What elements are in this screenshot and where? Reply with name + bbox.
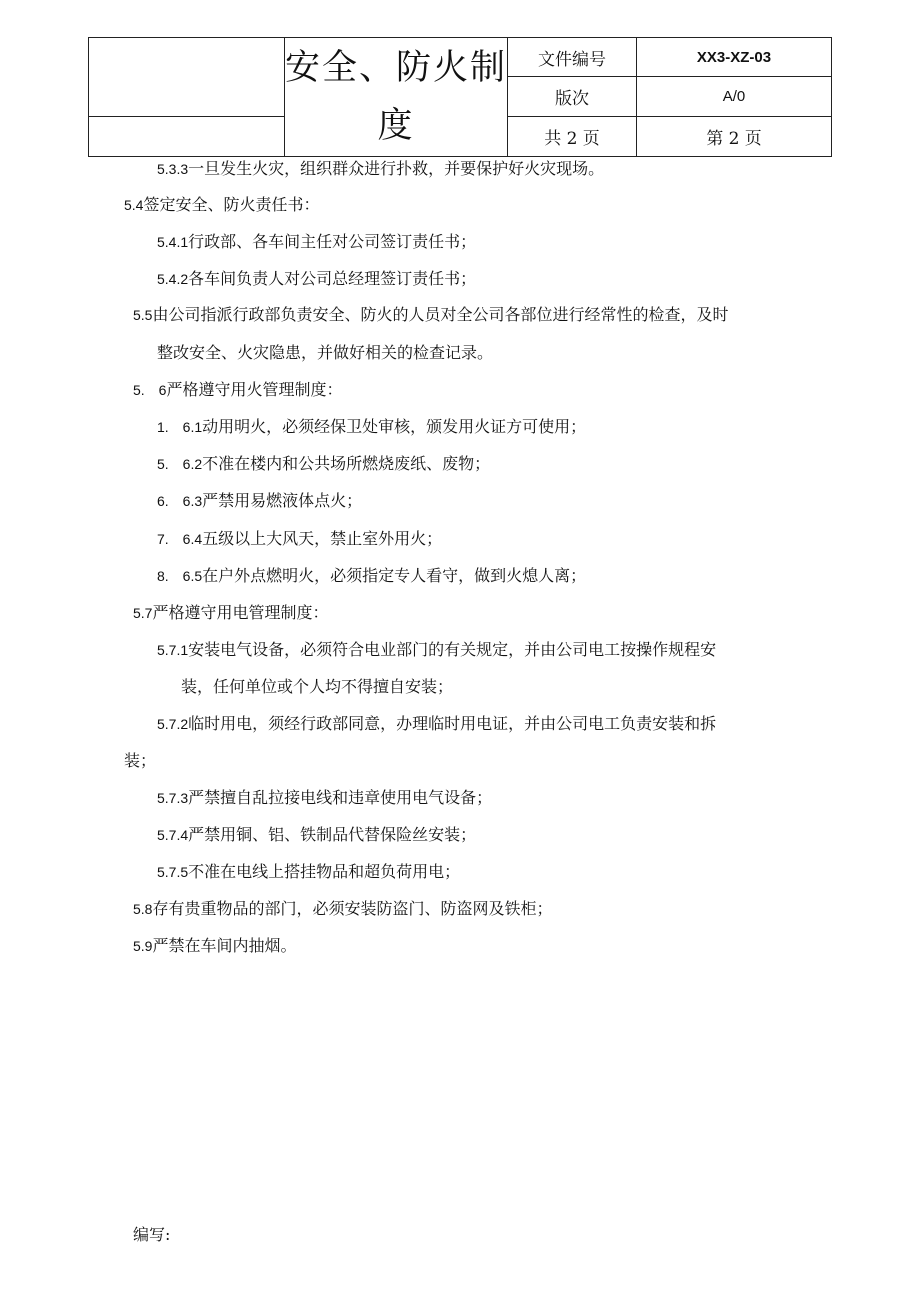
document-title: 安全、防火制度 (285, 38, 508, 157)
clause-5-7-4: 5.7.4严禁用铜、铝、铁制品代替保险丝安装； (157, 825, 477, 844)
clause-5-5: 5.5由公司指派行政部负责安全、防火的人员对全公司各部位进行经常性的检查，及时 (133, 305, 729, 324)
clause-5-8: 5.8存有贵重物品的部门，必须安装防盗门、防盗网及铁柜； (133, 899, 553, 918)
clause-5-5-continued: 整改安全、火灾隐患，并做好相关的检查记录。 (157, 343, 494, 362)
doc-number-value: XX3-XZ-03 (637, 38, 832, 77)
clause-5-4-1: 5.4.1行政部、各车间主任对公司签订责任书； (157, 232, 477, 251)
clause-5-7-5: 5.7.5不准在电线上搭挂物品和超负荷用电； (157, 862, 461, 881)
version-label: 版次 (508, 77, 637, 117)
clause-6-1: 1. 6.1动用明火，必须经保卫处审核，颁发用火证方可使用； (157, 417, 587, 436)
clause-5-4: 5.4签定安全、防火责任书： (124, 195, 320, 214)
page-number: 第 2 页 (637, 117, 832, 157)
blank-cell (89, 117, 285, 157)
doc-number-label: 文件编号 (508, 38, 637, 77)
clause-6-3: 6. 6.3严禁用易燃液体点火； (157, 491, 363, 510)
total-pages: 共 2 页 (508, 117, 637, 157)
clause-5-7-2-continued: 装； (124, 751, 157, 770)
clause-5-4-2: 5.4.2各车间负责人对公司总经理签订责任书； (157, 269, 477, 288)
clause-5-7-3: 5.7.3严禁擅自乱拉接电线和违章使用电气设备； (157, 788, 493, 807)
clause-5-7-2: 5.7.2临时用电，须经行政部同意，办理临时用电证，并由公司电工负责安装和拆 (157, 714, 717, 733)
clause-6-4: 7. 6.4五级以上大风天，禁止室外用火； (157, 529, 443, 548)
clause-5-7-1-continued: 装，任何单位或个人均不得擅自安装； (181, 677, 454, 696)
clause-5-3-3: 5.3.3一旦发生火灾，组织群众进行扑救，并要保护好火灾现场。 (157, 159, 605, 178)
clause-6-2: 5. 6.2不准在楼内和公共场所燃烧废纸、废物； (157, 454, 491, 473)
author-label: 编写: (133, 1225, 171, 1244)
clause-5-7-1: 5.7.1安装电气设备，必须符合电业部门的有关规定，并由公司电工按操作规程安 (157, 640, 717, 659)
document-header-table (88, 37, 832, 157)
clause-5-6: 5. 6严格遵守用火管理制度： (133, 380, 343, 399)
clause-5-7: 5.7严格遵守用电管理制度： (133, 603, 329, 622)
logo-cell (89, 38, 285, 117)
clause-5-9: 5.9严禁在车间内抽烟。 (133, 936, 297, 955)
version-value: A/0 (637, 77, 832, 117)
clause-6-5: 8. 6.5在户外点燃明火，必须指定专人看守，做到火熄人离； (157, 566, 587, 585)
